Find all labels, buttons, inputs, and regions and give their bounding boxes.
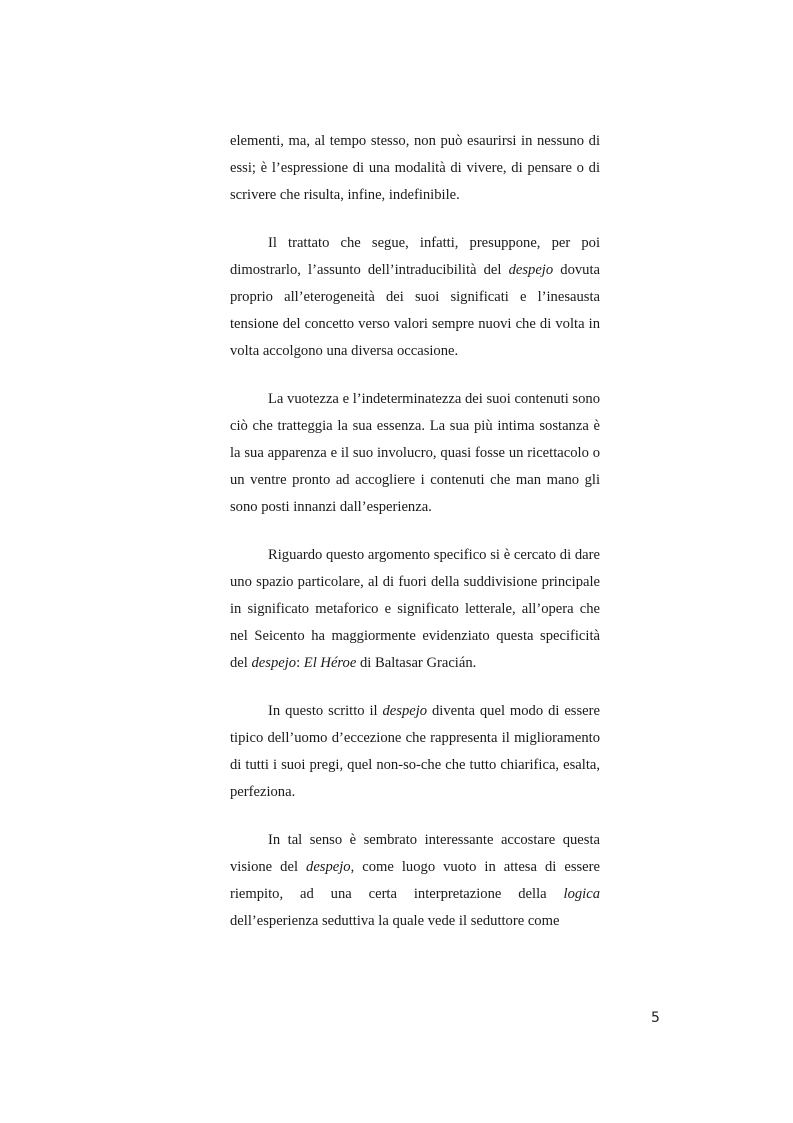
- paragraph-6: [230, 827, 600, 935]
- text-segment: dovuta proprio all’eterogeneità dei suoi significati e l’inesausta tensione del concetto verso valori sempre nuovi che di volta in volta accolgono una diversa occasione.: [230, 262, 600, 359]
- italic-title: El Héroe: [303, 655, 357, 671]
- italic-term: despejo: [251, 655, 297, 671]
- paragraph-3: [230, 386, 600, 521]
- text-segment: , come luogo vuoto in attesa di essere riempito, ad una certa interpretazione della: [230, 859, 600, 902]
- paragraph-5: [230, 698, 600, 806]
- page-number: 5: [651, 1010, 660, 1026]
- italic-term: despejo: [508, 262, 554, 278]
- text-segment: dell’esperienza seduttiva la quale vede il seduttore come: [230, 913, 560, 929]
- text-segment: In tal senso è sembrato interessante accostare questa visione del: [230, 832, 600, 875]
- text-segment: :: [296, 655, 304, 671]
- italic-term: despejo: [306, 859, 351, 875]
- text-segment: di Baltasar Gracián.: [356, 655, 477, 671]
- text-segment: Il trattato che segue, infatti, presuppone, per poi dimostrarlo, l’assunto dell’intraducibilità del: [230, 235, 600, 278]
- text-segment: diventa quel modo di essere tipico dell’uomo d’eccezione che rappresenta il miglioramento di tutti i suoi pregi, quel non-so-che che tutto chiarifica, esalta, perfeziona.: [230, 703, 600, 800]
- document-body: [230, 128, 600, 956]
- text-segment: Riguardo questo argomento specifico si è cercato di dare uno spazio particolare, al di fuori della suddivisione principale in significato metaforico e significato letterale, all’opera che nel Seicento ha maggiormente evidenziato questa specificità del: [230, 547, 600, 671]
- text-segment: In questo scritto il: [268, 703, 383, 719]
- paragraph-1: [230, 128, 600, 209]
- paragraph-4: [230, 542, 600, 677]
- italic-term: despejo: [382, 703, 428, 719]
- text-segment: La vuotezza e l’indeterminatezza dei suoi contenuti sono ciò che tratteggia la sua essenza. La sua più intima sostanza è la sua apparenza e il suo involucro, quasi fosse un ricettacolo o un ventre pronto ad accogliere i contenuti che man mano gli sono posti innanzi dall’esperienza.: [230, 391, 600, 515]
- text-segment: elementi, ma, al tempo stesso, non può esaurirsi in nessuno di essi; è l’espressione di una modalità di vivere, di pensare o di scrivere che risulta, infine, indefinibile.: [230, 133, 600, 203]
- paragraph-2: [230, 230, 600, 365]
- italic-term: logica: [563, 886, 600, 902]
